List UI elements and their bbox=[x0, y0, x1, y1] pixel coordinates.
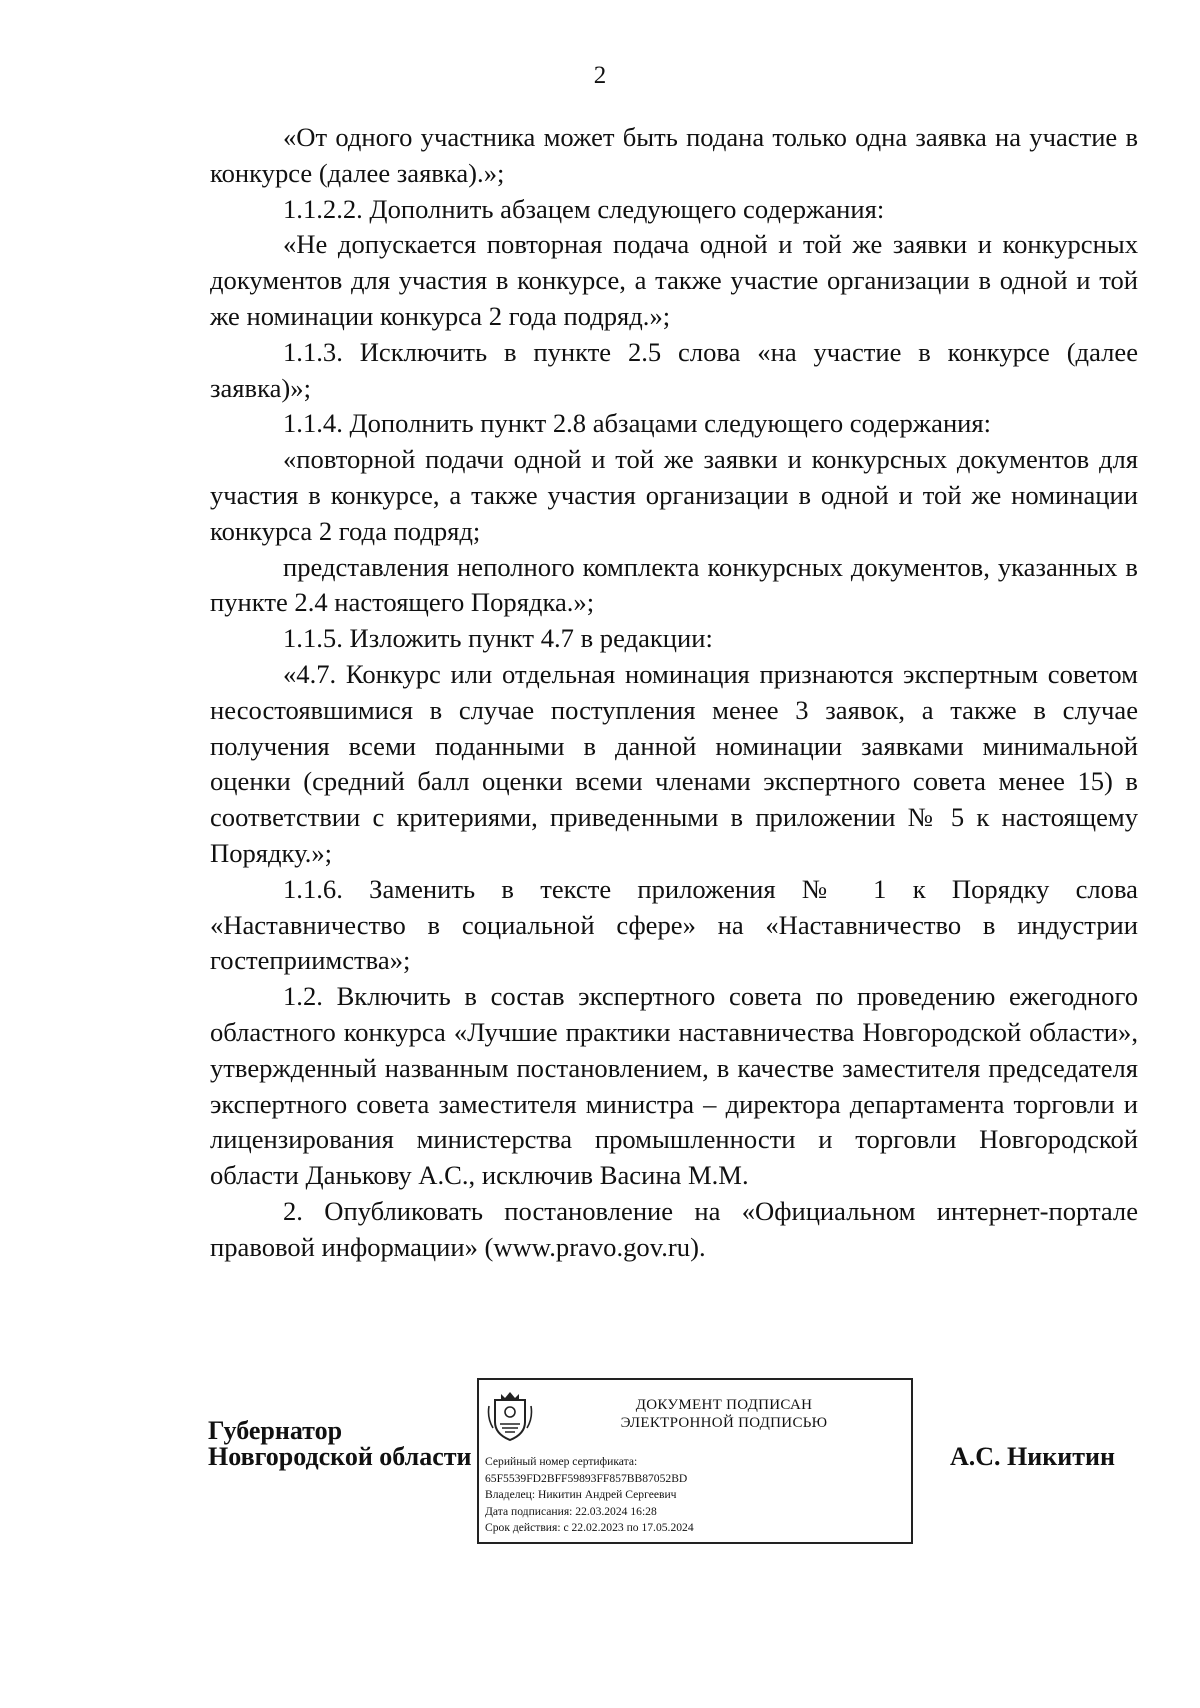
paragraph: представления неполного комплекта конкурсных документов, указанных в пункте 2.4 настоящего Порядка.»; bbox=[210, 551, 1138, 618]
signer-position-line: Губернатор bbox=[208, 1416, 343, 1445]
stamp-owner: Владелец: Никитин Андрей Сергеевич bbox=[485, 1488, 677, 1502]
stamp-heading-line: ЭЛЕКТРОННОЙ ПОДПИСЬЮ bbox=[620, 1415, 828, 1431]
paragraph: «повторной подачи одной и той же заявки и конкурсных документов для участия в конкурсе, а также участия организации в одной и той же номинации конкурса 2 года подряд; bbox=[210, 444, 1138, 546]
paragraph: «От одного участника может быть подана только одна заявка на участие в конкурсе (далее заявка).»; bbox=[210, 122, 1138, 188]
paragraph: «4.7. Конкурс или отдельная номинация признаются экспертным советом несостоявшимися в случае поступления менее 3 заявок, а также в случае получения всеми поданными в данной номинации заявками минимальной оценки (средний балл оценки всеми членами экспертного совета менее 15) в соответствии с критериями, приведенными в приложении № 5 к настоящему Порядку.»; bbox=[210, 658, 1138, 868]
paragraph: 1.1.2.2. Дополнить абзацем следующего содержания: bbox=[283, 193, 885, 224]
stamp-heading-line: ДОКУМЕНТ ПОДПИСАН bbox=[635, 1397, 813, 1413]
stamp-heading bbox=[539, 1396, 909, 1432]
page-number: 2 bbox=[593, 62, 607, 89]
paragraph: 1.1.5. Изложить пункт 4.7 в редакции: bbox=[283, 623, 713, 654]
signer-name: А.С. Никитин bbox=[950, 1442, 1115, 1471]
paragraph: 1.1.6. Заменить в тексте приложения № 1 к Порядку слова «Наставничество в социальной сфере» на «Наставничество в индустрии гостеприимства»; bbox=[210, 873, 1138, 976]
electronic-signature-stamp bbox=[477, 1378, 913, 1544]
coat-of-arms-icon bbox=[487, 1388, 533, 1442]
paragraph: 1.1.4. Дополнить пункт 2.8 абзацами следующего содержания: bbox=[283, 408, 992, 439]
paragraph: 1.1.3. Исключить в пункте 2.5 слова «на участие в конкурсе (далее заявка)»; bbox=[210, 336, 1138, 403]
stamp-details bbox=[485, 1454, 694, 1537]
signer-position-line: Новгородской области bbox=[208, 1442, 472, 1471]
paragraph: 2. Опубликовать постановление на «Официальном интернет-портале правовой информации» (www.pravo.gov.ru). bbox=[210, 1195, 1138, 1262]
paragraph: «Не допускается повторная подача одной и той же заявки и конкурсных документов для участия в конкурсе, а также участие организации в одной и той же номинации конкурса 2 года подряд.»; bbox=[210, 229, 1138, 331]
stamp-validity: Срок действия: с 22.02.2023 по 17.05.2024 bbox=[485, 1521, 694, 1535]
document-body bbox=[210, 120, 1138, 1266]
signature-block bbox=[0, 1378, 1200, 1548]
paragraph: 1.2. Включить в состав экспертного совета по проведению ежегодного областного конкурса «Лучшие практики наставничества Новгородской области», утвержденный названным постановлением, в качестве заместителя председателя экспертного совета заместителя министра – директора департамента торговли и лицензирования министерства промышленности и торговли Новгородской области Данькову А.С., исключив Васина М.М. bbox=[210, 981, 1138, 1191]
stamp-serial-label: Серийный номер сертификата: bbox=[485, 1455, 638, 1468]
signer-position bbox=[208, 1418, 472, 1470]
stamp-signed-date: Дата подписания: 22.03.2024 16:28 bbox=[485, 1504, 657, 1518]
stamp-serial-value: 65F5539FD2BFF59893FF857BB87052BD bbox=[485, 1471, 688, 1485]
